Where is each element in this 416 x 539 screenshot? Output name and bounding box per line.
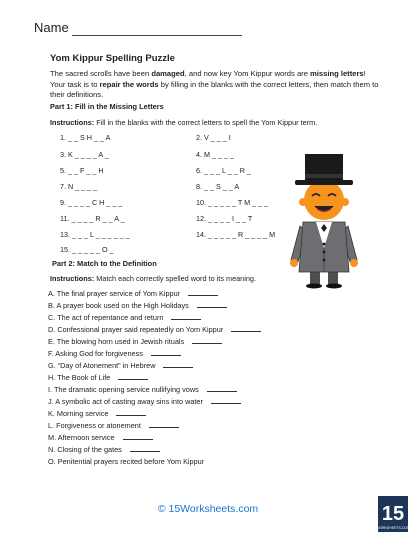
definition-l <box>48 421 179 430</box>
definition-l-text: L. Forgiveness or atonement <box>48 421 141 430</box>
definition-b-text: B. A prayer book used on the High Holidays <box>48 301 189 310</box>
definition-h <box>48 373 148 382</box>
definition-o <box>48 457 204 466</box>
answer-blank-i[interactable] <box>207 391 237 392</box>
logo-number: 15 <box>381 503 405 525</box>
definition-i-text: I. The dramatic opening service nullifying vows <box>48 385 199 394</box>
puzzle-item-1: 1. _ _ S H _ _ A <box>60 133 111 142</box>
definition-g <box>48 361 193 370</box>
definition-g-text: G. “Day of Atonement” in Hebrew <box>48 361 156 370</box>
definition-j <box>48 397 241 406</box>
part2-instr-text: Match each correctly spelled word to its meaning. <box>94 274 257 283</box>
puzzle-item-8: 8. _ _ S _ _ A <box>196 182 240 191</box>
logo-caption: WORKSHEETS.COM <box>375 526 411 530</box>
definition-f <box>48 349 181 358</box>
intro-text-1: The sacred scrolls have been <box>50 69 152 78</box>
intro-bold-1: damaged <box>151 69 185 78</box>
part1-heading: Part 1: Fill in the Missing Letters <box>50 102 164 111</box>
definition-f-text: F. Asking God for forgiveness <box>48 349 143 358</box>
man-in-top-hat-illustration <box>283 148 365 288</box>
worksheets-logo <box>375 496 411 532</box>
footer-copyright[interactable]: © 15Worksheets.com <box>157 503 259 515</box>
puzzle-item-5: 5. _ _ F _ _ H <box>60 166 104 175</box>
definition-k <box>48 409 146 418</box>
worksheet-title: Yom Kippur Spelling Puzzle <box>50 53 175 64</box>
intro-bold-3: repair the words <box>99 79 159 89</box>
puzzle-item-15: 15. _ _ _ _ _ O _ <box>60 245 114 254</box>
answer-blank-l[interactable] <box>149 427 179 428</box>
puzzle-item-14: 14. _ _ _ _ _ R _ _ _ _ M <box>196 230 276 239</box>
definition-m-text: M. Afternoon service <box>48 433 115 442</box>
definition-c <box>48 313 201 322</box>
intro-bold-2: missing letters <box>310 69 364 78</box>
puzzle-item-9: 9. _ _ _ _ C H _ _ _ <box>60 198 123 207</box>
puzzle-item-2: 2. V _ _ _ I <box>196 133 231 142</box>
puzzle-item-13: 13. _ _ _ L _ _ _ _ _ _ <box>60 230 130 239</box>
answer-blank-g[interactable] <box>163 367 193 368</box>
puzzle-item-11: 11. _ _ _ _ R _ _ A _ <box>60 214 125 223</box>
part1-instructions <box>50 118 385 128</box>
definition-c-text: C. The act of repentance and return <box>48 313 164 322</box>
definition-d <box>48 325 261 334</box>
answer-blank-m[interactable] <box>123 439 153 440</box>
answer-blank-h[interactable] <box>118 379 148 380</box>
definition-n-text: N. Closing of the gates <box>48 445 122 454</box>
answer-blank-f[interactable] <box>151 355 181 356</box>
definition-a <box>48 289 218 298</box>
name-input-line[interactable] <box>72 35 242 36</box>
answer-blank-c[interactable] <box>171 319 201 320</box>
answer-blank-e[interactable] <box>192 343 222 344</box>
definition-n <box>48 445 160 454</box>
definition-m <box>48 433 153 442</box>
part2-heading: Part 2: Match to the Definition <box>52 259 157 268</box>
puzzle-item-12: 12. _ _ _ _ I _ _ T <box>196 214 253 223</box>
definition-h-text: H. The Book of Life <box>48 373 111 382</box>
definition-k-text: K. Morning service <box>48 409 109 418</box>
answer-blank-j[interactable] <box>211 403 241 404</box>
answer-blank-b[interactable] <box>197 307 227 308</box>
definition-b <box>48 301 227 310</box>
intro-paragraph <box>50 69 380 101</box>
puzzle-item-10: 10. _ _ _ _ _ T M _ _ _ <box>196 198 269 207</box>
definition-d-text: D. Confessional prayer said repeatedly on Yom Kippur <box>48 325 224 334</box>
answer-blank-k[interactable] <box>116 415 146 416</box>
part1-instr-text: Fill in the blanks with the correct letters to spell the Yom Kippur term. <box>94 118 318 127</box>
intro-text-4: by filling in the blanks with the correct letters, then match them to their definitions. <box>50 79 379 99</box>
definition-a-text: A. The final prayer service of Yom Kippur <box>48 289 181 298</box>
definition-i <box>48 385 237 394</box>
intro-text-2: , and now key Yom Kippur words are <box>184 69 311 78</box>
puzzle-item-7: 7. N _ _ _ _ <box>60 182 98 191</box>
puzzle-item-6: 6. _ _ _ L _ _ R _ <box>196 166 251 175</box>
intro-text-3: ! Your task is to <box>50 69 366 89</box>
definition-e-text: E. The blowing horn used in Jewish rituals <box>48 337 185 346</box>
definition-e <box>48 337 222 346</box>
answer-blank-a[interactable] <box>188 295 218 296</box>
puzzle-item-3: 3. K _ _ _ _ A _ <box>60 150 109 159</box>
definition-o-text: O. Penitential prayers recited before Yom Kippur <box>48 457 205 466</box>
part1-instr-label: Instructions: <box>50 118 95 127</box>
part2-instr-label: Instructions: <box>50 274 95 283</box>
puzzle-item-4: 4. M _ _ _ _ <box>196 150 234 159</box>
answer-blank-d[interactable] <box>231 331 261 332</box>
definition-j-text: J. A symbolic act of casting away sins into water <box>48 397 203 406</box>
answer-blank-n[interactable] <box>130 451 160 452</box>
name-label: Name <box>34 20 69 35</box>
